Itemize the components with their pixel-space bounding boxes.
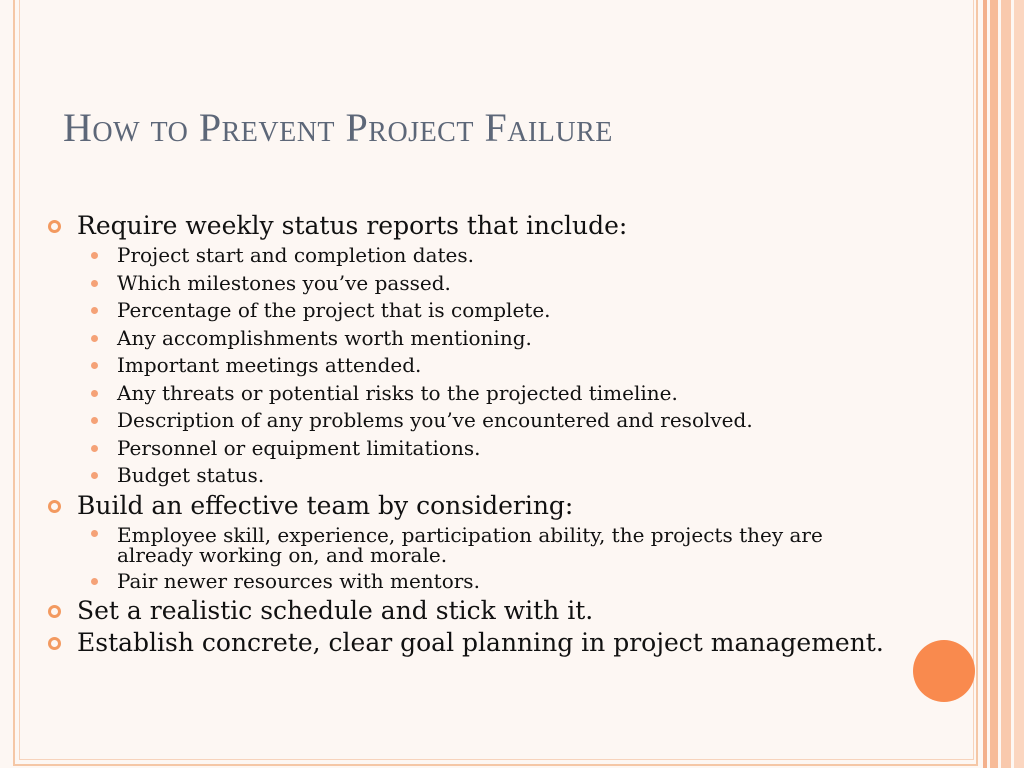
sub-bullet-text: Project start and completion dates. (117, 243, 475, 267)
dot-bullet-icon (91, 578, 98, 585)
sub-bullet-text: Any accomplishments worth mentioning. (117, 325, 532, 350)
dot-bullet-icon (91, 417, 98, 424)
sub-bullet-text: Personnel or equipment limitations. (117, 435, 481, 460)
decorative-stripe (983, 0, 987, 768)
dot-bullet-icon (91, 530, 98, 537)
dot-bullet-icon (91, 445, 98, 452)
ring-bullet-icon (48, 637, 61, 650)
dot-bullet-icon (91, 390, 98, 397)
sub-bullet (45, 352, 925, 380)
sub-bullet (45, 522, 897, 568)
bullet-text: Establish concrete, clear goal planning in project management. (77, 628, 884, 657)
sub-bullet (45, 568, 925, 596)
decorative-stripe (1014, 0, 1024, 768)
sub-bullet-text: Pair newer resources with mentors. (117, 568, 480, 593)
sub-bullet (45, 435, 925, 463)
sub-bullet-text: Employee skill, experience, participation ability, the projects they are already working on, and morale. (117, 522, 823, 567)
sub-bullet (45, 270, 925, 298)
ring-bullet-icon (48, 605, 61, 618)
dot-bullet-icon (91, 335, 98, 342)
sub-bullet-text: Percentage of the project that is complete. (117, 298, 551, 322)
ring-bullet-icon (48, 500, 61, 513)
decorative-stripe (990, 0, 998, 768)
sub-bullet (45, 325, 925, 353)
bullet-goal-planning (45, 627, 925, 659)
sub-bullet-text: Which milestones you’ve passed. (117, 270, 451, 295)
dot-bullet-icon (91, 307, 98, 314)
sub-bullet-text: Important meetings attended. (117, 353, 422, 377)
slide-body (45, 210, 925, 659)
sub-bullet-text: Budget status. (117, 463, 265, 487)
dot-bullet-icon (91, 362, 98, 369)
sub-bullet-text: Description of any problems you’ve encountered and resolved. (117, 408, 753, 432)
sub-bullet (45, 242, 925, 270)
bullet-effective-team (45, 490, 925, 522)
sub-list-team (45, 522, 925, 596)
ring-bullet-icon (48, 220, 61, 233)
dot-bullet-icon (91, 280, 98, 287)
sub-bullet-text: Any threats or potential risks to the projected timeline. (117, 380, 678, 405)
sub-bullet (45, 407, 925, 435)
dot-bullet-icon (91, 472, 98, 479)
bullet-weekly-reports (45, 210, 925, 242)
bullet-text: Build an effective team by considering: (77, 490, 574, 520)
slide-title: How to Prevent Project Failure (63, 105, 613, 150)
decorative-stripe (1001, 0, 1011, 768)
bullet-text: Require weekly status reports that include: (77, 211, 628, 240)
sub-list-reports (45, 242, 925, 490)
sub-bullet (45, 297, 925, 325)
sub-bullet (45, 380, 925, 408)
sub-bullet (45, 462, 925, 490)
bullet-text: Set a realistic schedule and stick with it. (77, 596, 594, 625)
bullet-realistic-schedule (45, 595, 925, 627)
dot-bullet-icon (91, 252, 98, 259)
